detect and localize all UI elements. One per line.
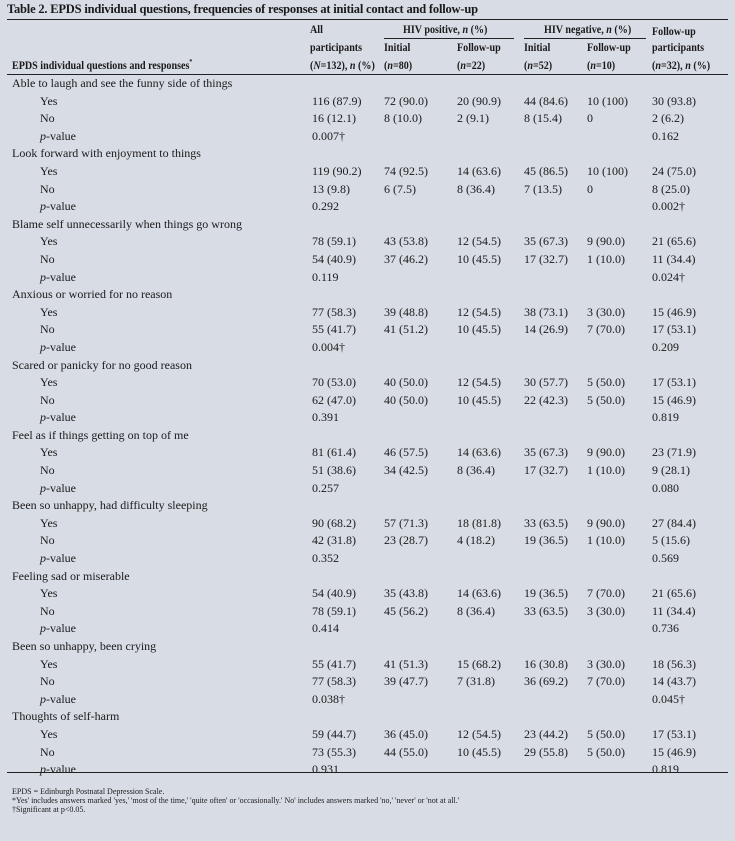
no-row bbox=[0, 251, 735, 269]
value-cell: 16 (30.8) bbox=[524, 656, 568, 671]
value-cell: 13 (9.8) bbox=[312, 181, 350, 196]
value-cell: 44 (55.0) bbox=[384, 744, 428, 759]
value-cell: 5 (50.0) bbox=[587, 744, 625, 759]
p-value-followup: 0.162 bbox=[652, 128, 679, 143]
value-cell: 27 (84.4) bbox=[652, 515, 696, 530]
value-cell: 39 (47.7) bbox=[384, 674, 428, 689]
value-cell: 15 (68.2) bbox=[457, 656, 501, 671]
value-cell: 55 (41.7) bbox=[312, 322, 356, 337]
p-value-row bbox=[0, 761, 735, 779]
yes-row bbox=[0, 515, 735, 533]
p-value-all: 0.391 bbox=[312, 410, 339, 425]
value-cell: 116 (87.9) bbox=[312, 93, 362, 108]
hiv-negative-rule bbox=[524, 38, 646, 39]
question-label: Anxious or worried for no reason bbox=[12, 287, 173, 302]
p-value-row bbox=[0, 620, 735, 638]
col-fu-line1: Follow-up bbox=[652, 24, 696, 38]
yes-label: Yes bbox=[40, 586, 58, 601]
value-cell: 3 (30.0) bbox=[587, 603, 625, 618]
value-cell: 62 (47.0) bbox=[312, 392, 356, 407]
p-value-row bbox=[0, 198, 735, 216]
value-cell: 12 (54.5) bbox=[457, 234, 501, 249]
value-cell: 54 (40.9) bbox=[312, 586, 356, 601]
yes-row bbox=[0, 444, 735, 462]
yes-row bbox=[0, 585, 735, 603]
value-cell: 73 (55.3) bbox=[312, 744, 356, 759]
value-cell: 4 (18.2) bbox=[457, 533, 495, 548]
value-cell: 19 (36.5) bbox=[524, 533, 568, 548]
p-value-all: 0.292 bbox=[312, 199, 339, 214]
yes-row bbox=[0, 656, 735, 674]
col-fu-line2: participants bbox=[652, 40, 705, 54]
value-cell: 5 (50.0) bbox=[587, 375, 625, 390]
no-label: No bbox=[40, 181, 55, 196]
value-cell: 59 (44.7) bbox=[312, 726, 356, 741]
value-cell: 45 (56.2) bbox=[384, 603, 428, 618]
value-cell: 10 (45.5) bbox=[457, 392, 501, 407]
p-value-followup: 0.002† bbox=[652, 199, 685, 214]
no-row bbox=[0, 321, 735, 339]
value-cell: 8 (36.4) bbox=[457, 463, 495, 478]
value-cell: 7 (13.5) bbox=[524, 181, 562, 196]
value-cell: 8 (25.0) bbox=[652, 181, 690, 196]
value-cell: 90 (68.2) bbox=[312, 515, 356, 530]
col-group-hiv-negative: HIV negative, n (%) bbox=[544, 22, 632, 36]
p-value-label: p-value bbox=[40, 199, 76, 214]
value-cell: 14 (63.6) bbox=[457, 445, 501, 460]
value-cell: 0 bbox=[587, 111, 593, 126]
value-cell: 12 (54.5) bbox=[457, 726, 501, 741]
question-row bbox=[0, 357, 735, 375]
yes-label: Yes bbox=[40, 726, 58, 741]
value-cell: 30 (93.8) bbox=[652, 93, 696, 108]
question-label: Thoughts of self-harm bbox=[12, 709, 120, 724]
yes-row bbox=[0, 93, 735, 111]
value-cell: 8 (15.4) bbox=[524, 111, 562, 126]
value-cell: 17 (53.1) bbox=[652, 322, 696, 337]
value-cell: 3 (30.0) bbox=[587, 304, 625, 319]
p-value-all: 0.414 bbox=[312, 621, 339, 636]
value-cell: 23 (71.9) bbox=[652, 445, 696, 460]
no-row bbox=[0, 110, 735, 128]
no-row bbox=[0, 532, 735, 550]
value-cell: 14 (26.9) bbox=[524, 322, 568, 337]
question-label: Feel as if things getting on top of me bbox=[12, 427, 189, 442]
p-value-label: p-value bbox=[40, 480, 76, 495]
col-all-line2: participants bbox=[310, 40, 363, 54]
value-cell: 39 (48.8) bbox=[384, 304, 428, 319]
value-cell: 78 (59.1) bbox=[312, 603, 356, 618]
value-cell: 54 (40.9) bbox=[312, 251, 356, 266]
yes-row bbox=[0, 726, 735, 744]
value-cell: 9 (28.1) bbox=[652, 463, 690, 478]
yes-row bbox=[0, 233, 735, 251]
p-value-row bbox=[0, 691, 735, 709]
value-cell: 14 (63.6) bbox=[457, 163, 501, 178]
value-cell: 20 (90.9) bbox=[457, 93, 501, 108]
value-cell: 55 (41.7) bbox=[312, 656, 356, 671]
bottom-rule bbox=[7, 772, 728, 773]
value-cell: 36 (45.0) bbox=[384, 726, 428, 741]
value-cell: 18 (81.8) bbox=[457, 515, 501, 530]
value-cell: 10 (100) bbox=[587, 163, 628, 178]
hiv-positive-rule bbox=[384, 38, 514, 39]
footnote-yes-no: *Yes' includes answers marked 'yes,' 'most of the time,' 'quite often' or 'occasionally.' No' includes answers marked 'no,' 'never' or 'not at all.' bbox=[12, 796, 460, 805]
yes-label: Yes bbox=[40, 656, 58, 671]
value-cell: 45 (86.5) bbox=[524, 163, 568, 178]
value-cell: 5 (15.6) bbox=[652, 533, 690, 548]
question-row bbox=[0, 568, 735, 586]
value-cell: 5 (50.0) bbox=[587, 392, 625, 407]
p-value-followup: 0.045† bbox=[652, 691, 685, 706]
value-cell: 7 (70.0) bbox=[587, 586, 625, 601]
p-value-all: 0.931 bbox=[312, 762, 339, 777]
value-cell: 1 (10.0) bbox=[587, 463, 625, 478]
question-row bbox=[0, 427, 735, 445]
p-value-all: 0.004† bbox=[312, 339, 345, 354]
value-cell: 24 (75.0) bbox=[652, 163, 696, 178]
value-cell: 44 (84.6) bbox=[524, 93, 568, 108]
value-cell: 38 (73.1) bbox=[524, 304, 568, 319]
value-cell: 5 (50.0) bbox=[587, 726, 625, 741]
p-value-all: 0.119 bbox=[312, 269, 339, 284]
value-cell: 16 (12.1) bbox=[312, 111, 356, 126]
no-row bbox=[0, 603, 735, 621]
value-cell: 29 (55.8) bbox=[524, 744, 568, 759]
table-body bbox=[0, 75, 735, 779]
question-label: Feeling sad or miserable bbox=[12, 568, 130, 583]
value-cell: 40 (50.0) bbox=[384, 392, 428, 407]
value-cell: 17 (32.7) bbox=[524, 463, 568, 478]
value-cell: 8 (36.4) bbox=[457, 181, 495, 196]
no-label: No bbox=[40, 533, 55, 548]
no-label: No bbox=[40, 251, 55, 266]
value-cell: 7 (31.8) bbox=[457, 674, 495, 689]
question-row bbox=[0, 286, 735, 304]
no-row bbox=[0, 744, 735, 762]
value-cell: 35 (67.3) bbox=[524, 234, 568, 249]
no-row bbox=[0, 462, 735, 480]
no-row bbox=[0, 392, 735, 410]
value-cell: 7 (70.0) bbox=[587, 322, 625, 337]
value-cell: 57 (71.3) bbox=[384, 515, 428, 530]
value-cell: 23 (28.7) bbox=[384, 533, 428, 548]
value-cell: 9 (90.0) bbox=[587, 234, 625, 249]
p-value-followup: 0.819 bbox=[652, 410, 679, 425]
yes-label: Yes bbox=[40, 163, 58, 178]
p-value-row bbox=[0, 269, 735, 287]
p-value-label: p-value bbox=[40, 551, 76, 566]
p-value-followup: 0.209 bbox=[652, 339, 679, 354]
yes-label: Yes bbox=[40, 93, 58, 108]
value-cell: 15 (46.9) bbox=[652, 744, 696, 759]
value-cell: 18 (56.3) bbox=[652, 656, 696, 671]
p-value-row bbox=[0, 480, 735, 498]
value-cell: 40 (50.0) bbox=[384, 375, 428, 390]
row-label-header: EPDS individual questions and responses* bbox=[12, 58, 193, 72]
col-fu-line3: (n=32), n (%) bbox=[652, 58, 711, 72]
yes-label: Yes bbox=[40, 515, 58, 530]
value-cell: 41 (51.2) bbox=[384, 322, 428, 337]
yes-row bbox=[0, 304, 735, 322]
value-cell: 23 (44.2) bbox=[524, 726, 568, 741]
question-row bbox=[0, 145, 735, 163]
no-row bbox=[0, 673, 735, 691]
question-row bbox=[0, 708, 735, 726]
no-label: No bbox=[40, 111, 55, 126]
p-value-label: p-value bbox=[40, 128, 76, 143]
p-value-label: p-value bbox=[40, 621, 76, 636]
question-row bbox=[0, 75, 735, 93]
value-cell: 72 (90.0) bbox=[384, 93, 428, 108]
value-cell: 10 (45.5) bbox=[457, 322, 501, 337]
value-cell: 22 (42.3) bbox=[524, 392, 568, 407]
p-value-all: 0.038† bbox=[312, 691, 345, 706]
value-cell: 17 (53.1) bbox=[652, 375, 696, 390]
p-value-row bbox=[0, 409, 735, 427]
yes-label: Yes bbox=[40, 304, 58, 319]
value-cell: 77 (58.3) bbox=[312, 304, 356, 319]
col-pos-followup-n: (n=22) bbox=[457, 58, 486, 72]
value-cell: 12 (54.5) bbox=[457, 375, 501, 390]
value-cell: 14 (63.6) bbox=[457, 586, 501, 601]
no-label: No bbox=[40, 744, 55, 759]
p-value-all: 0.257 bbox=[312, 480, 339, 495]
no-label: No bbox=[40, 392, 55, 407]
value-cell: 9 (90.0) bbox=[587, 515, 625, 530]
p-value-label: p-value bbox=[40, 762, 76, 777]
value-cell: 1 (10.0) bbox=[587, 533, 625, 548]
value-cell: 11 (34.4) bbox=[652, 251, 696, 266]
value-cell: 30 (57.7) bbox=[524, 375, 568, 390]
col-neg-initial-n: (n=52) bbox=[524, 58, 553, 72]
col-all-line1: All bbox=[310, 22, 323, 36]
value-cell: 12 (54.5) bbox=[457, 304, 501, 319]
question-label: Been so unhappy, had difficulty sleeping bbox=[12, 498, 208, 513]
question-row bbox=[0, 216, 735, 234]
p-value-followup: 0.024† bbox=[652, 269, 685, 284]
value-cell: 2 (6.2) bbox=[652, 111, 684, 126]
value-cell: 6 (7.5) bbox=[384, 181, 416, 196]
p-value-label: p-value bbox=[40, 410, 76, 425]
no-label: No bbox=[40, 463, 55, 478]
value-cell: 78 (59.1) bbox=[312, 234, 356, 249]
p-value-row bbox=[0, 128, 735, 146]
p-value-row bbox=[0, 550, 735, 568]
no-label: No bbox=[40, 674, 55, 689]
question-label: Been so unhappy, been crying bbox=[12, 639, 157, 653]
p-value-all: 0.007† bbox=[312, 128, 345, 143]
value-cell: 17 (32.7) bbox=[524, 251, 568, 266]
no-label: No bbox=[40, 603, 55, 618]
p-value-label: p-value bbox=[40, 269, 76, 284]
value-cell: 15 (46.9) bbox=[652, 392, 696, 407]
value-cell: 15 (46.9) bbox=[652, 304, 696, 319]
value-cell: 37 (46.2) bbox=[384, 251, 428, 266]
col-pos-initial: Initial bbox=[384, 40, 411, 54]
question-row bbox=[0, 497, 735, 515]
value-cell: 81 (61.4) bbox=[312, 445, 356, 460]
p-value-followup: 0.569 bbox=[652, 551, 679, 566]
value-cell: 74 (92.5) bbox=[384, 163, 428, 178]
col-neg-initial: Initial bbox=[524, 40, 551, 54]
value-cell: 14 (43.7) bbox=[652, 674, 696, 689]
p-value-all: 0.352 bbox=[312, 551, 339, 566]
col-neg-followup: Follow-up bbox=[587, 40, 631, 54]
value-cell: 34 (42.5) bbox=[384, 463, 428, 478]
value-cell: 17 (53.1) bbox=[652, 726, 696, 741]
value-cell: 8 (36.4) bbox=[457, 603, 495, 618]
no-label: No bbox=[40, 322, 55, 337]
value-cell: 33 (63.5) bbox=[524, 515, 568, 530]
value-cell: 42 (31.8) bbox=[312, 533, 356, 548]
col-group-hiv-positive: HIV positive, n (%) bbox=[403, 22, 488, 36]
col-pos-initial-n: (n=80) bbox=[384, 58, 413, 72]
top-rule bbox=[7, 19, 728, 20]
col-neg-followup-n: (n=10) bbox=[587, 58, 616, 72]
question-label: Look forward with enjoyment to things bbox=[12, 146, 201, 161]
value-cell: 10 (45.5) bbox=[457, 744, 501, 759]
value-cell: 21 (65.6) bbox=[652, 586, 696, 601]
footnote-significance: †Significant at p<0.05. bbox=[12, 805, 86, 814]
value-cell: 19 (36.5) bbox=[524, 586, 568, 601]
no-row bbox=[0, 181, 735, 199]
value-cell: 1 (10.0) bbox=[587, 251, 625, 266]
table-title: Table 2. EPDS individual questions, frequencies of responses at initial contact and follow-up bbox=[7, 2, 478, 16]
value-cell: 9 (90.0) bbox=[587, 445, 625, 460]
yes-label: Yes bbox=[40, 234, 58, 249]
footnote-abbrev: EPDS = Edinburgh Postnatal Depression Scale. bbox=[12, 787, 165, 796]
question-label: Blame self unnecessarily when things go wrong bbox=[12, 216, 242, 231]
value-cell: 3 (30.0) bbox=[587, 656, 625, 671]
value-cell: 21 (65.6) bbox=[652, 234, 696, 249]
question-row bbox=[0, 638, 735, 656]
value-cell: 119 (90.2) bbox=[312, 163, 362, 178]
yes-label: Yes bbox=[40, 445, 58, 460]
p-value-label: p-value bbox=[40, 339, 76, 354]
question-label: Scared or panicky for no good reason bbox=[12, 357, 192, 372]
p-value-row bbox=[0, 339, 735, 357]
p-value-followup: 0.819 bbox=[652, 762, 679, 777]
yes-row bbox=[0, 374, 735, 392]
value-cell: 41 (51.3) bbox=[384, 656, 428, 671]
value-cell: 8 (10.0) bbox=[384, 111, 422, 126]
question-label: Able to laugh and see the funny side of things bbox=[12, 76, 233, 90]
yes-row bbox=[0, 163, 735, 181]
value-cell: 11 (34.4) bbox=[652, 603, 696, 618]
value-cell: 36 (69.2) bbox=[524, 674, 568, 689]
value-cell: 77 (58.3) bbox=[312, 674, 356, 689]
value-cell: 43 (53.8) bbox=[384, 234, 428, 249]
value-cell: 46 (57.5) bbox=[384, 445, 428, 460]
value-cell: 33 (63.5) bbox=[524, 603, 568, 618]
value-cell: 35 (43.8) bbox=[384, 586, 428, 601]
col-all-line3: (N=132), n (%) bbox=[310, 58, 375, 72]
p-value-label: p-value bbox=[40, 691, 76, 706]
p-value-followup: 0.080 bbox=[652, 480, 679, 495]
value-cell: 10 (45.5) bbox=[457, 251, 501, 266]
value-cell: 10 (100) bbox=[587, 93, 628, 108]
value-cell: 0 bbox=[587, 181, 593, 196]
value-cell: 7 (70.0) bbox=[587, 674, 625, 689]
value-cell: 51 (38.6) bbox=[312, 463, 356, 478]
value-cell: 35 (67.3) bbox=[524, 445, 568, 460]
value-cell: 2 (9.1) bbox=[457, 111, 489, 126]
value-cell: 70 (53.0) bbox=[312, 375, 356, 390]
yes-label: Yes bbox=[40, 375, 58, 390]
p-value-followup: 0.736 bbox=[652, 621, 679, 636]
col-pos-followup: Follow-up bbox=[457, 40, 501, 54]
